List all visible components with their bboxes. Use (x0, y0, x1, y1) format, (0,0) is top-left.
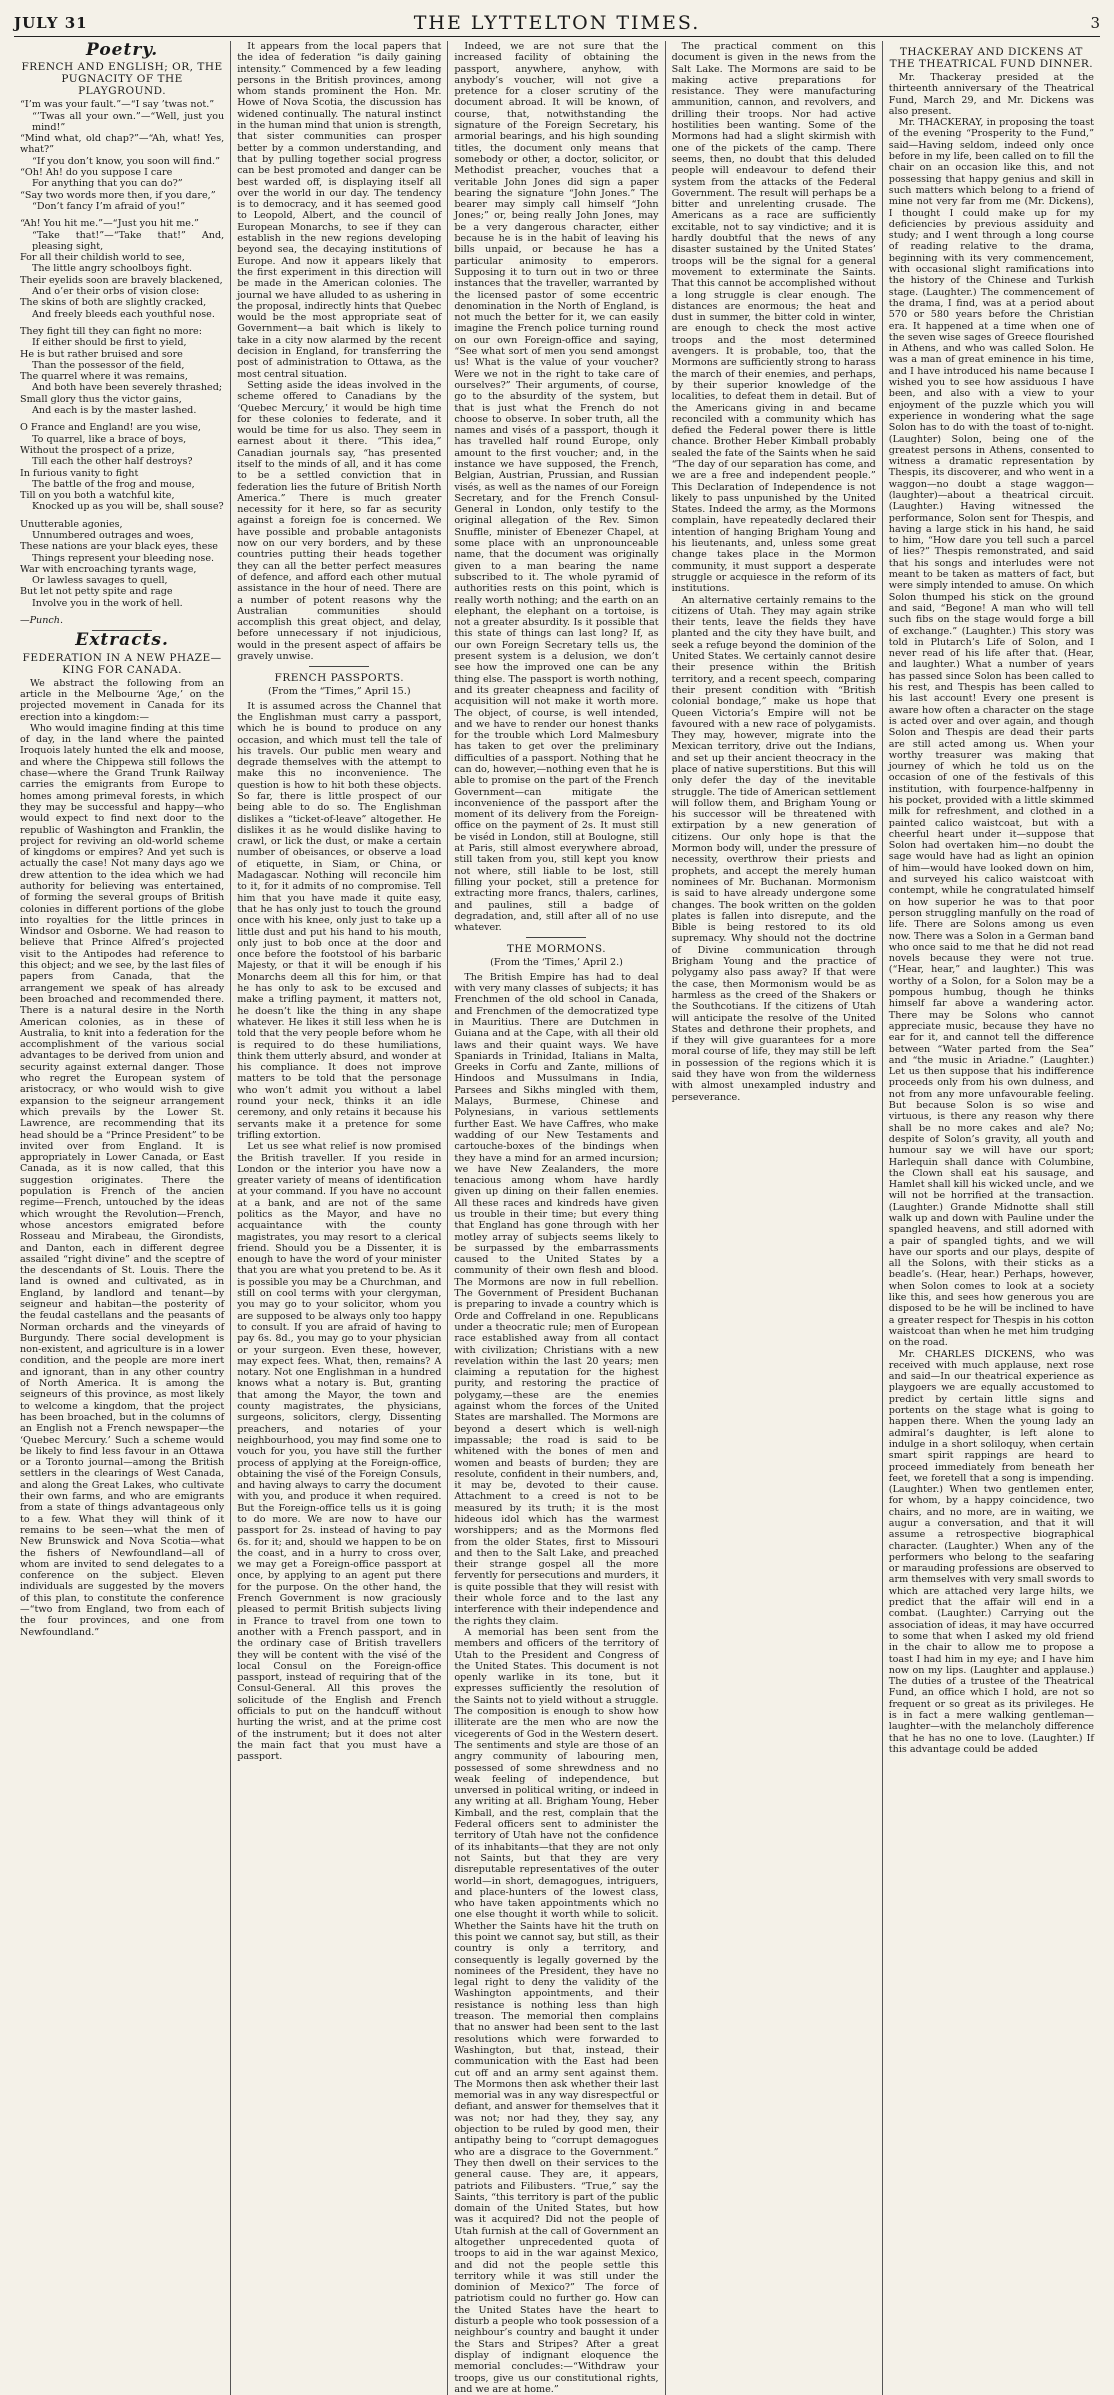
poem-line: The battle of the frog and mouse, (32, 478, 195, 490)
poem-title: FRENCH AND ENGLISH; OR, THE PUGNACITY OF THE PLAYGROUND. (21, 61, 223, 98)
article-title-mormons: THE MORMONS. (506, 943, 607, 956)
poem-line: And o’er their orbs of vision close: (32, 286, 200, 298)
poem-line: Unnumbered outrages and woes, (32, 529, 194, 541)
paragraph: Indeed, we are not sure that the increased facility of obtaining the passport, anywhere, anyhow, with anybody’s voucher, will not give a pretence for a closer scrutiny of the document abroad. It will be known, of course, that, notwithstanding the signature of the Foreign Secretary, his armorial bearings, and his high sounding titles, the document only means that somebody or other, a doctor, solicitor, or Methodist preacher, vouches that a veritable John Jones did sign a paper bearing the signature “John Jones.” The bearer may simply call himself “John Jones;” or, being really John Jones, may be a very dangerous character, either because he is in the habit of leaving his bills unpaid, or because he has a particular animosity to emperors. Supposing it to turn out in two or three instances that the traveller, warranted by the licensed pastor of some eccentric denomination in the North of England, is not much the better for it, we can easily imagine the French police turning round on our own Foreign-office and saying, “See what sort of men you send amongst us! What is the value of your voucher? Were we not in the right to take care of ourselves?” Their arguments, of course, go to the absurdity of the system, but that is just what the French do not choose to observe. In sober truth, all the names and visés of a passport, though it has travelled half round Europe, only amount to the first voucher; and, in the instance we have supposed, the French, Belgian, Austrian, Prussian, and Russian visés, as well as the names of our Foreign Secretary, and for the French Consul-General in London, only testify to the original allegation of the Rev. Simon Snuffle, minister of Ebenezer Chapel, at some place with an unpronounceable name, that the document was originally given to a man bearing the name subscribed to it. The whole pyramid of authorities rests on this point, which is really worth nothing; and the earth on an elephant, the elephant on a tortoise, is not a greater absurdity. Is it possible that this state of things can last long? If, as our own Foreign Secretary tells us, the present system is a delusion, we don’t see how the improved one can be any thing else. The passport is worth nothing, and its greater cheapness and facility of acquisition will not make it worth more. The object, of course, is well intended, and we have to render our honest thanks for the trouble which Lord Malmesbury has taken to get over the preliminary difficulties of a passport. Nothing that he can do, however,—nothing even that he is able to promise on the part of the French Government—can mitigate the inconvenience of the passport after the moment of its delivery from the Foreign-office on the payment of 2s. It must still be viséd in London, still at Boulogne, still at Paris, still almost everywhere abroad, still taken from you, still kept you know not where, still liable to be lost, still filling your pocket, still a pretence for extracting more francs, thalers, carlines, and paulines, still a badge of degradation, and, still after all of no use whatever. (454, 41, 659, 934)
poem-line: Unutterable agonies, (20, 518, 123, 530)
poem-line: “I’m was your fault.”—“I say ’twas not.” (20, 99, 215, 111)
columns (14, 40, 1100, 2395)
poem-stanza (20, 218, 224, 320)
poem-line: “Ah! You hit me.”—“Just you hit me.” (20, 218, 199, 230)
column-5 (883, 41, 1100, 2395)
poem-line: Or lawless savages to quell, (32, 575, 168, 587)
poem-stanza (20, 326, 224, 416)
poem-line: War with encroaching tyrants wage, (20, 563, 197, 575)
newspaper-title: THE LYTTELTON TIMES. (413, 12, 701, 34)
poem-line: Things represent your bleeding nose. (32, 552, 215, 564)
poem-line: “Say two words more then, if you dare,” (20, 189, 216, 201)
poem-line: And freely bleeds each youthful nose. (32, 308, 215, 320)
paragraph: We abstract the following from an article in the Melbourne ‘Age,’ on the projected movement in Canada for its erection into a kingdom:— (20, 677, 225, 723)
article-title-thackeray: THACKERAY AND DICKENS AT THE THEATRICAL FUND DINNER. (889, 46, 1094, 70)
divider (309, 666, 369, 667)
column-4 (666, 41, 883, 2395)
column-1 (14, 41, 231, 2395)
poem-line: “’Twas all your own.”—“Well, just you mind!” (32, 110, 225, 133)
poem-line: To quarrel, like a brace of boys, (32, 433, 187, 445)
poem-line: If either should be first to yield, (32, 337, 187, 349)
poem-line: And each is by the master lashed. (32, 405, 197, 417)
poem-line: But let not petty spite and rage (20, 586, 173, 598)
poem-stanza (20, 99, 224, 212)
article-source: (From the ‘Times,’ April 2.) (490, 957, 623, 969)
article-title-federation: FEDERATION IN A NEW PHAZE—KING FOR CANADA. (22, 651, 222, 676)
poem-line: The quarrel where it was remains, (20, 371, 188, 383)
poem-line: The skins of both are slightly cracked, (20, 297, 207, 309)
poem-line: “Don’t fancy I’m afraid of you!” (32, 200, 186, 212)
poem-stanza (20, 422, 224, 512)
poem-line: Small glory thus the victor gains, (20, 393, 182, 405)
poem-line: The little angry schoolboys fight. (32, 263, 193, 275)
poem-line: He is but rather bruised and sore (20, 348, 183, 360)
poem-line: Till each the other half destroys? (32, 456, 193, 468)
poem-line: “Oh! Ah! do you suppose I care (20, 167, 173, 179)
poem-line: Than the possessor of the field, (32, 359, 185, 371)
poem-line: These nations are your black eyes, these (20, 541, 218, 553)
article-source: (From the “Times,” April 15.) (267, 686, 411, 698)
paragraph: The British Empire has had to deal with very many classes of subjects; it has Frenchmen of the old school in Canada, and Frenchmen of the democratized type in Mauritius. There are Dutchmen in Guiana and at the Cape, with all their old laws and their quaint ways. We have Spaniards in Trinidad, Italians in Malta, Greeks in Corfu and Zante, millions of Hindoos and Mussulmans in India, Parsees and Sikhs mingled with them, Malays, Burmese, Chinese and Polynesians, in various settlements further East. We have Caffres, who make wadding of our New Testaments and cartouche-boxes of the bindings when they have a mind for an armed incursion; we have New Zealanders, the more tenacious among whom have hardly given up dining on their fallen enemies. All these races and kindreds have given us trouble in their time; but every thing that England has gone through with her motley array of subjects seems likely to be surpassed by the embarrassments caused to the United States by a community of their own flesh and blood. The Mormons are now in full rebellion. The Government of President Buchanan is preparing to invade a country which is Orde and Coffreland in one. Republicans under a theocratic rule; men of European race established away from all contact with civilization; Christians with a new revelation within the last 20 years; men claiming a reputation for the highest purity, and restoring the practice of polygamy,—these are the enemies against whom the forces of the United States are marshalled. The Mormons are beyond a desert which is well-nigh impassable; the road is said to be whitened with the bones of men and women and beasts of burden; they are resolute, confident in their numbers, and, it may be, devoted to their cause. Attachment to a creed is not to be measured by its truth; it is the most hideous idol which has the warmest worshippers; and as the Mormons fled from the older States, first to Missouri and then to the Salt Lake, and preached their strange gospel all the more fervently for persecutions and murders, it is quite possible that they will resist with their whole force and to the last any interference with their independence and the rights they claim. (454, 971, 659, 1627)
poem-line: And both have been severely thrashed; (32, 382, 223, 394)
paragraph: Mr. CHARLES DICKENS, who was received with much applause, next rose and said—In our theatrical experience as playgoers we are equally accustomed to predict by certain little signs and portents on the stage what is going to happen there. When the young lady an admiral’s daughter, is left alone to indulge in a short soliloquy, when certain smart spirit rappings are heard to proceed immediately from beneath her feet, we foretell that a song is impending. (Laughter.) When two gentlemen enter, for whom, by a happy coincidence, two chairs, and no more, are in waiting, we augur a conversation, and that it will assume a retrospective biographical character. (Laughter.) When any of the performers who belong to the seafaring or marauding professions are observed to arm themselves with very small swords to which are attached very large hilts, we predict that the affair will end in a combat. (Laughter.) Carrying out the association of ideas, it may have occurred to some that when I asked my old friend in the chair to allow me to propose a toast I had him in my eye; and I have him now on my lips. (Laughter and applause.) The duties of a trustee of the Theatrical Fund, an office which I hold, are not so frequent or so great as its privileges. He is in fact a mere walking gentleman—laughter—with the melancholy difference that he has no one to love. (Laughter.) If this advantage could be added (888, 1348, 1094, 1755)
article-title-passports: FRENCH PASSPORTS. (274, 672, 405, 685)
poem-line: Their eyelids soon are bravely blackened, (20, 274, 223, 286)
poem-signature: —Punch. (20, 615, 64, 627)
poem-stanza (20, 519, 224, 609)
poem-line: Involve you in the work of hell. (32, 597, 183, 609)
column-3 (448, 41, 665, 2395)
paragraph: It appears from the local papers that the idea of federation “is daily gaining intensity.” Commenced by a few leading persons in the British provinces, among whom stands prominent the Hon. Mr. Howe of Nova Scotia, the discussion has widened continually. The natural instinct in the human mind that union is strength, that sister communities can prosper better by a common understanding, and that by pulling together social progress can be best promoted and danger can be best warded off, is displaying itself all over the world in our day. The tendency is to democracy, and it has seemed good to Leopold, Albert, and the council of European Monarchs, to see if they can establish in the new regions developing beyond sea, the decaying institutions of Europe. And now it appears likely that the first experiment in this direction will be made in the American colonies. The journal we have alluded to as ushering in the proposal, indirectly hints that Quebec would be the most appropriate seat of Government—a bait which is likely to take in a city now alarmed by the recent decision in England, for transferring the post of administration to Ottawa, as the most central situation. (237, 41, 442, 380)
poetry-heading: Poetry. (86, 40, 159, 60)
poem-line: “Take that!”—“Take that!” And, pleasing sight, (32, 229, 225, 252)
poem-line: For anything that you can do?” (32, 178, 183, 190)
paragraph: An alternative certainly remains to the citizens of Utah. They may again strike their tents, leave the fields they have planted and the city they have built, and seek a refuge beyond the dominion of the United States. We certainly cannot desire their presence within the British territory, and a recent speech, comparing their present condition with “British colonial bondage,” make us hope that Queen Victoria’s Empire will not be favoured with a new race of polygamists. They may, however, migrate into the Mexican territory, drive out the Indians, and set up their ancient theocracy in the place of native superstitions. But this will only defer the day of the inevitable struggle. The tide of American settlement will follow them, and Brigham Young or his successor will be threatened with extirpation by a new generation of citizens. Our only hope is that the Mormon body will, under the pressure of necessity, overthrow their priests and prophets, and accept the merely human nominees of Mr. Buchanan. Mormonism is said to have already undergone some changes. The book written on the golden plates is fallen into disrepute, and the Bible is being restored to its old supremacy. Why should not the doctrine of Divine communication through Brigham Young and the practice of polygamy also pass away? If that were the case, then Mormonism would be as harmless as the creed of the Shakers or the Southcotians. If the citizens of Utah will anticipate the resolve of the United States and dethrone their prophets, and if they will give guarantees for a more moral course of life, they may still be left in possession of the regions which it is said they have won from the wilderness with almost unexampled industry and perseverance. (671, 594, 876, 1103)
poem-line: In furious vanity to fight (20, 467, 139, 479)
divider (526, 937, 586, 938)
paragraph: A memorial has been sent from the members and officers of the territory of Utah to the President and Congress of the United States. This document is not openly warlike in its tone, but it expresses sufficiently the resolution of the Saints not to yield without a struggle. The composition is enough to show how illiterate are the men who are now the vicegerents of God in the Western desert. The sentiments and style are those of an angry community of labouring men, possessed of some shrewdness and no weak feeling of independence, but unversed in political writing, or indeed in any writing at all. Brigham Young, Heber Kimball, and the rest, complain that the Federal officers sent to administer the territory of Utah have not the confidence of its inhabitants—that they are not only not Saints, but that they are very disreputable representatives of the outer world—in short, demagogues, intriguers, and place-hunters of the lowest class, who have taken appointments which no one else thought it worth while to solicit. Whether the Saints have hit the truth on this point we cannot say, but still, as their country is only a territory, and consequently is legally governed by the nominees of the President, they have no legal right to deny the validity of the Washington appointments, and their resistance is nothing less than high treason. The memorial then complains that no answer had been sent to the last resolutions which were forwarded to Washington, but that, instead, their communication with the East had been cut off and an army sent against them. The Mormons then ask whether their last memorial was in any way disrespectful or defiant, and answer for themselves that it was not; nor had they, they say, any objection to be ruled by good men, their antipathy being to “corrupt demagogues who are a disgrace to the Government.” They then dwell on their services to the general cause. They are, it appears, patriots and Filibusters. “True,” say the Saints, “this territory is part of the public domain of the United States, but how was it acquired? Did not the people of Utah furnish at the call of Government an altogether unprecedented quota of troops to aid in the war against Mexico, and did not the people settle this territory while it was still under the dominion of Mexico?” The force of patriotism could no further go. How can the United States have the heart to disturb a people who took possession of a neighbour’s country and baught it under the Stars and Stripes? After a great display of indignant eloquence the memorial concludes:—“Withdraw your troops, give us our constitutional rights, and we are at home.” (454, 1626, 659, 2395)
poem (20, 99, 224, 609)
paragraph: Mr. THACKERAY, in proposing the toast of the evening “Prosperity to the Fund,” said—Having seldom, indeed only once before in my life, been called on to fill the chair on an occasion like this, and not possessing that happy genius and skill in such matters which belong to a friend of mine not very far from me (Mr. Dickens), I thought I could make up for my deficiencies by previous assiduity and study; and I went through a long course of reading relative to the drama, beginning with its very commencement, with occasional slight ramifications into the history of the Chinese and Turkish stage. (Laughter.) The commencement of the drama, I find, was at a period about 570 or 580 years before the Christian era. It happened at a time when one of the seven wise sages of Greece flourished in Athens, and who was called Solon. He was a man of great eminence in his time, and I have introduced his name because I wished you to see how assiduous I have been, and also with a view to your enjoyment of the puzzle which you will experience in wondering what the sage Solon has to do with the toast of to-night. (Laughter) Solon, being one of the greatest persons in Athens, consented to witness a dramatic representation by Thespis, its discoverer, and who went in a waggon—no doubt a stage waggon—(laughter)—about a theatrical circuit. (Laughter.) Having witnessed the performance, Solon sent for Thespis, and having a large stick in his hand, he said to him, “How dare you tell such a parcel of lies?” Thespis remonstrated, and said that his songs and interludes were not meant to be taken as matters of fact, but were simply intended to amuse. On which Solon thumped his stick on the ground and said, “Begone! A man who will tell such fibs on the stage would forge a bill of exchange.” (Laughter.) This story was told in Plutarch’s Life of Solon, and I never read of his life after that. (Hear, and laughter.) What a number of years has passed since Solon has been called to his rest, and Thespis has been called to his last account! Every one present is aware how often a character on the stage is acted over and over again, and though Solon and Thespis are dead their parts are still acted among us. When your worthy treasurer was making that journey of which he told us on the occasion of one of the festivals of this institution, with fourpence-halfpenny in his pocket, provided with a little skimmed milk for refreshment, and clothed in a painted calico waistcoat, but with a cheerful heart under it—suppose that Solon had overtaken him—no doubt the sage would have had as light an opinion of him—would have looked down on him, and surveyed his calico waistcoat with contempt, while he congratulated himself on how superior he was to that poor person struggling manfully on the road of life. There are Solons among us even now. There was a Solon in a German band who once said to me that he did not read novels because they were not true. (“Hear, hear,” and laughter.) This was worthy of a Solon, for a Solon may be a pompous humbug, though he thinks himself far above a wandering actor. There may be Solons who cannot appreciate music, because they have no ear for it, and cannot tell the difference between “Water parted from the Sea” and “the music in Ariadne.” (Laughter.) Let us then suppose that his indifference proceeds only from his own dulness, and not from any more unfavourable feeling. But because Solon is so wise and virtuous, is there any reason why there shall be no more cakes and ale? No; despite of Solon’s gravity, all youth and humour say we will have our sport; Harlequin shall dance with Columbine, the Clown shall eat his sausage, and Hamlet shall kill his wicked uncle, and we will not be horrified at the transaction. (Laughter.) Grande Midnotte shall still walk up and down with Pauline under the spangled heavens, and still adorned with a pair of spangled tights, and we will have our sports and our plays, despite of all the Solons, with their sticks as a beadle’s. (Hear, hear.) Perhaps, however, when Solon comes to look at a society like this, and sees how generous you are disposed to be he will be inclined to have a greater respect for Thespis in his cotton waistcoat than when he met him trudging on the road. (888, 117, 1094, 1349)
paragraph: Let us see what relief is now promised the British traveller. If you reside in London or the interior you have now a greater variety of means of identification at your command. If you have no account at a bank, and are not of the same politics as the Mayor, and have no acquaintance with the county magistrates, you may resort to a clerical friend. Should you be a Dissenter, it is enough to have the word of your minister that you are what you pretend to be. As it is possible you may be a Churchman, and still on cool terms with your clergyman, you may go to your solicitor, whom you are supposed to be always only too happy to consult. If you are afraid of having to pay 6s. 8d., you may go to your physician or your surgeon. Even these, however, may expect fees. What, then, remains? A notary. Not one Englishman in a hundred knows what a notary is. But, granting that among the Mayor, the town and county magistrates, the physicians, surgeons, solicitors, clergy, Dissenting preachers, and notaries of your neighbourhood, you may find some one to vouch for you, you have still the further process of applying at the Foreign-office, obtaining the visé of the Foreign Consuls, and having always to carry the document with you, and produce it when required. But the Foreign-office tells us it is going to do more. We are now to have our passport for 2s. instead of having to pay 6s. for it; and, should we happen to be on the coast, and in a hurry to cross over, we may get a Foreign-office passport at once, by applying to an agent put there for the purpose. On the other hand, the French Government is now graciously pleased to permit British subjects living in France to travel from one town to another with a French passport, and in the ordinary case of British travellers they will be content with the visé of the local Consul on the Foreign-office passport, instead of requiring that of the Consul-General. All this proves the solicitude of the English and French officials to put on the handcuff without hurting the wrist, and at the prime cost of the instrument; but it does not alter the main fact that you must have a passport. (237, 1141, 442, 1763)
poem-line: Knocked up as you will be, shall souse? (32, 501, 224, 513)
paragraph: The practical comment on this document is given in the news from the Salt Lake. The Mormons are said to be making active preparations for resistance. They were manufacturing ammunition, cannon, and revolvers, and drilling their troops. Nor had active hostilities been wanting. Some of the Mormons had had a slight skirmish with one of the pickets of the camp. There seems, then, no doubt that this deluded people will endeavour to defend their system from the attacks of the Federal Government. The result will perhaps be a bitter and unrelenting crusade. The Americans as a race are sufficiently excitable, not to say vindictive; and it is hardly doubtful that the news of any disaster sustained by the United States’ troops will be the signal for a general movement to exterminate the Saints. That this cannot be accomplished without a long struggle is clear enough. The distances are enormous; the heat and dust in summer, the bitter cold in winter, are enough to check the most active troops and the most determined avengers. It is probable, too, that the Mormons are sufficiently strong to harass the march of their enemies, and perhaps, by their superior knowledge of the localities, to defeat them in detail. But of the Americans giving in and became reconciled with a community which has defied the Federal power there is little chance. Brother Heber Kimball probably sealed the fate of the Saints when he said “The day of our separation has come, and we are a free and independent people.” This Declaration of Independence is not likely to pass unpunished by the United States. Indeed the army, as the Mormons complain, have repeatedly declared their intention of hanging Brigham Young and his lieutenants, and, unless some great change takes place in the Mormon community, it must support a desperate struggle or acquiesce in the reform of its institutions. (671, 41, 876, 595)
extracts-heading: Extracts. (75, 630, 169, 651)
poem-line: “Mind what, old chap?”—“Ah, what! Yes, what?” (20, 133, 225, 156)
masthead (14, 10, 1100, 37)
poem-line: They fight till they can fight no more: (20, 325, 202, 337)
poem-line: For all their childish world to see, (20, 252, 185, 264)
poem-line: O France and England! are you wise, (20, 422, 201, 434)
page-number: 3 (1090, 14, 1100, 32)
paragraph: Mr. Thackeray presided at the thirteenth anniversary of the Theatrical Fund, March 29, and Mr. Dickens was also present. (888, 72, 1094, 117)
paragraph: Who would imagine finding at this time of day, in the land where the painted Iroquois lately hunted the elk and moose, and where the Chippewa still follows the chase—where the Grand Trunk Railway carries the emigrants from Europe to homes among primeval forests, in which they may be successful and happy—who would expect to find next door to the republic of Washington and Franklin, the project for reviving an old-world scheme of kingdoms or empires? And yet such is actually the case! Not many days ago we drew attention to the idea which we had authority for believing was entertained, of forming the several groups of British colonies in different portions of the globe into royalties for the little princes in Windsor and Osborne. We had reason to believe that Prince Alfred’s projected visit to the Antipodes had reference to this object; and we see, by the last files of papers from Canada, that the arrangement we speak of has already been broached and recommended there. There is a natural desire in the North American colonies, as in these of Australia, to knit into a federation for the accomplishment of the various social advantages to be derived from union and security against external danger. Those who regret the European system of aristocracy, or who would wish to give expansion to the seigneur arrangement which prevails by the Lower St. Lawrence, are recommending that its head should be a “Prince President” to be invited over from England. It is appropriately in Lower Canada, or East Canada, as it is now called, that this suggestion originates. There the population is French of the ancien regime—French, untouched by the ideas which wrought the Revolution—French, whose ancestors emigrated before Rosseau and Mirabeau, the Girondists, and Danton, each in different degree assailed “right divine” and the sceptre of the descendants of St. Louis. There the land is owned and cultivated, as in England, by landlord and tenant—by seigneur and habitan—the posterity of the feudal castellans and the peasants of Norman orchards and the vineyards of Burgundy. There social development is non-existent, and agriculture is in a lower condition, and the people are more inert and ignorant, than in any other country of North America. It is among the seigneurs of this province, as most likely to welcome a kingdom, that the project has been broached, but in the columns of an English not a French newspaper—the ‘Quebec Mercury.’ Such a scheme would be likely to find less favour in an Ottawa or a Toronto journal—among the British settlers in the clearings of West Canada, and along the Great Lakes, who cultivate their own farms, and who are emigrants from a state of things advantageous only to a few. What they will think of it remains to be seen—what the men of New Brunswick and Nova Scotia—what the fishers of Newfoundland—all of whom are invited to send delegates to a conference on the subject. Eleven individuals are suggested by the movers of this plan, to constitute the conference—“two from England, two from each of the four provinces, and one from Newfoundland.” (20, 722, 225, 1638)
poem-line: “If you don’t know, you soon will find.” (32, 155, 220, 167)
poem-line: Without the prospect of a prize, (20, 444, 175, 456)
poem-line: Till on you both a watchful kite, (20, 490, 175, 502)
column-2 (231, 41, 448, 2395)
paragraph: It is assumed across the Channel that the Englishman must carry a passport, which he is bound to produce on any occasion, and which must tell the tale of his travels. Our public men weary and degrade themselves with the attempt to make this no inconvenience. The question is how to hit both these objects. So far, there is little prospect of our being able to do so. The Englishman dislikes a “ticket-of-leave” altogether. He dislikes it as he would dislike having to crawl, or lick the dust, or make a certain number of obeisances, or observe a load of etiquette, in Siam, or China, or Madagascar. Nothing will reconcile him to it, for it admits of no compromise. Tell him that you have made it quite easy, that he has only just to touch the ground once with his knee, only just to take up a little dust and put his hand to his mouth, only just to bob once at the door and once before the footstool of his barbaric Majesty, or that it will be enough if his Monarchs deem all this for him, or that he has only to ask to be excused and make a trifling payment, it matters not, he doesn’t like the thing in any shape whatever. He likes it still less when he is told that the very people before whom he is required to do these humiliations, think them utterly absurd, and wonder at his compliance. It does not improve matters to be told that the personage who won’t admit you without a label round your neck, thinks it an idle ceremony, and only retains it because his servants make it a pretence for some trifling extortion. (237, 700, 442, 1141)
paragraph: Setting aside the ideas involved in the scheme offered to Canadians by the ‘Quebec Mercury,’ it would be high time for these colonies to federate, and it would be time for us also. They seem in earnest about it there. “This idea,” Canadian journals say, “has presented itself to the minds of all, and it has come to be a settled conviction that in federation lies the future of British North America.” There is much greater necessity for it here, so far as security against a foreign foe is concerned. We have possible and probable antagonists now on our very borders, and by these countries putting their heads together they can all the better perfect measures of defence, and afford each other mutual assistance in the hour of need. There are a number of potent reasons why the Australian communities should accomplish this great object, and delay, before unnecessary if not injudicious, would in the present aspect of affairs be gravely unwise. (237, 379, 442, 663)
issue-date: JULY 31 (14, 14, 88, 32)
